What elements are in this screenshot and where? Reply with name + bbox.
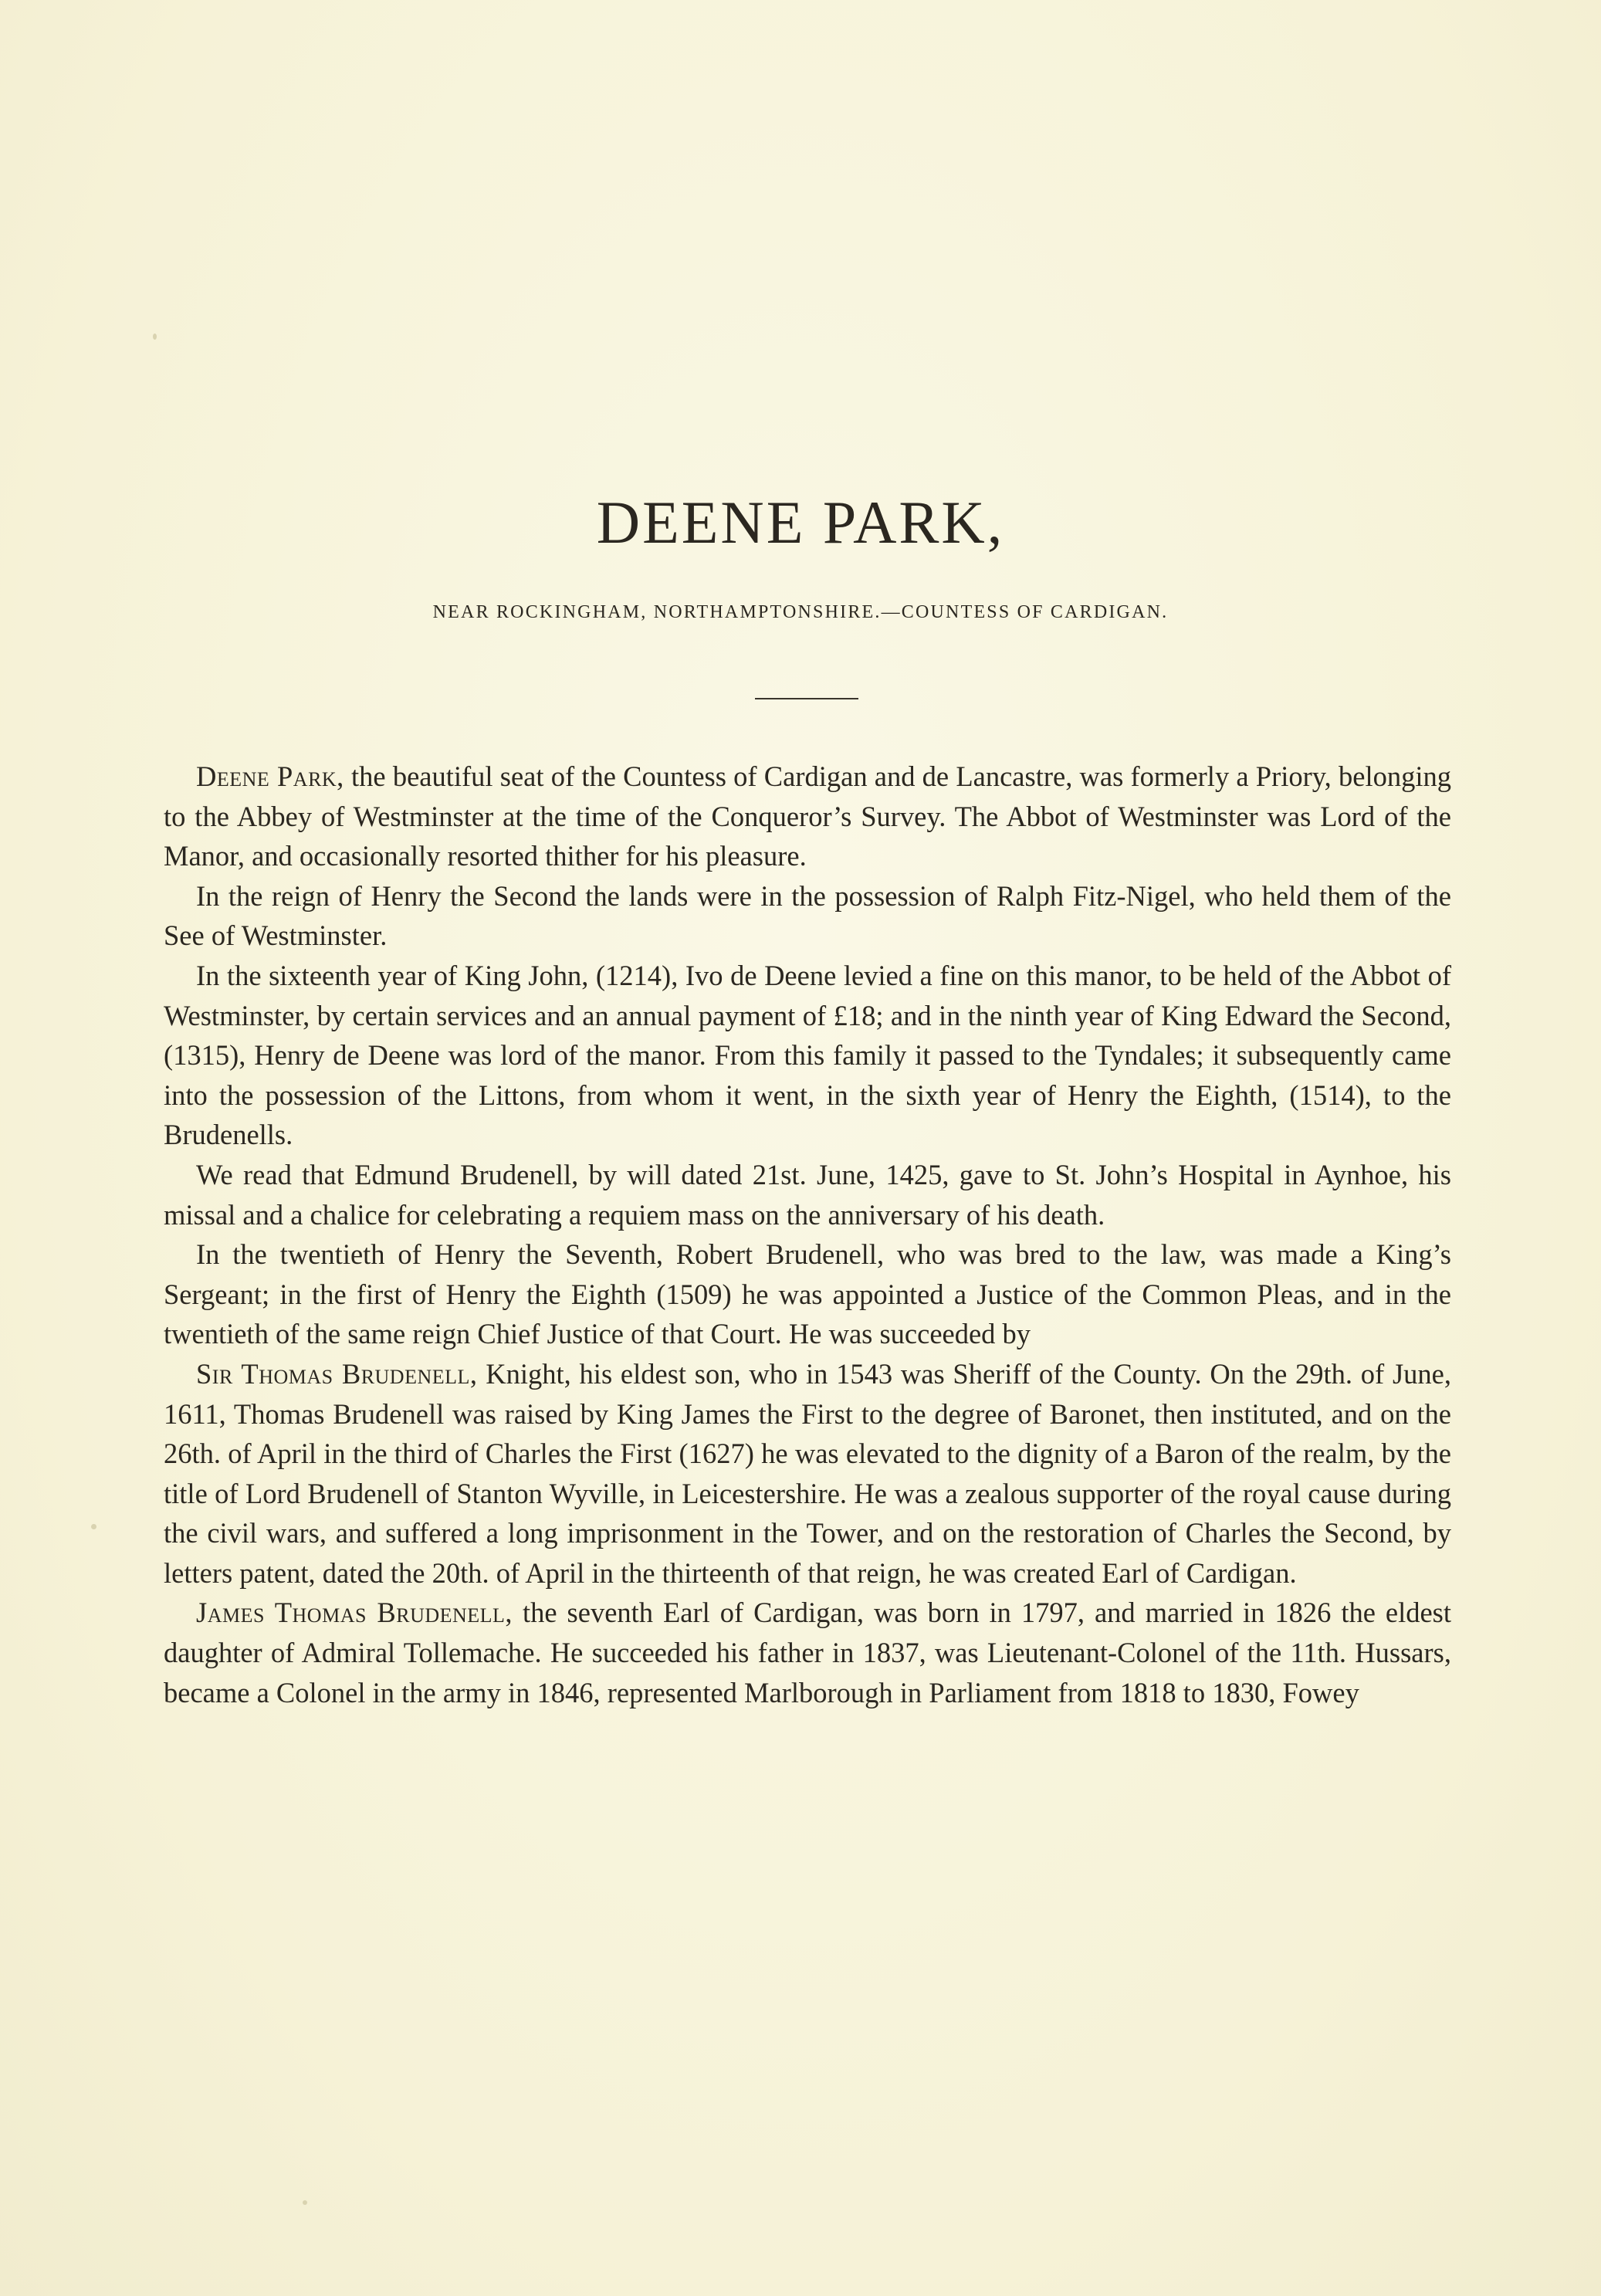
- paragraph: [164, 1155, 1451, 1234]
- paper-speck: [303, 2200, 307, 2205]
- paragraph: [164, 1234, 1451, 1354]
- body-text: [164, 757, 1451, 1712]
- paragraph-text: We read that Edmund Brudenell, by will dated 21st. June, 1425, gave to St. John’s Hospital in Aynhoe, his missal and a chalice for celebrating a requiem mass on the anniversary of his death.: [164, 1158, 1451, 1231]
- paragraph-text: In the sixteenth year of King John, (1214), Ivo de Deene levied a fine on this manor, to be held of the Abbot of Westminster, by certain services and an annual payment of £18; and in the ninth year of King Edward the Second, (1315), Henry de Deene was lord of the manor. From this family it passed to the Tyndales; it subsequently came into the possession of the Littons, from whom it went, in the sixth year of Henry the Eighth, (1514), to the Brudenells.: [164, 959, 1451, 1151]
- paragraph-text: In the twentieth of Henry the Seventh, Robert Brudenell, who was bred to the law, was made a King’s Sergeant; in the first of Henry the Eighth (1509) he was appointed a Justice of the Common Pleas, and in the twentieth of the same reign Chief Justice of that Court. He was succeeded by: [164, 1238, 1451, 1350]
- paragraph: [164, 956, 1451, 1155]
- paragraph-lead: Deene Park,: [196, 760, 344, 792]
- paragraph: [164, 876, 1451, 956]
- paragraph-lead: James Thomas Brudenell,: [196, 1597, 513, 1629]
- page-subtitle: NEAR ROCKINGHAM, NORTHAMPTONSHIRE.—COUNTESS OF CARDIGAN.: [432, 602, 1169, 622]
- paragraph-text: the beautiful seat of the Countess of Cardigan and de Lancastre, was formerly a Priory, belonging to the Abbey of Westminster at the time of the Conqueror’s Survey. The Abbot of Westminster was Lord of the Manor, and occasionally resorted thither for his pleasure.: [164, 760, 1451, 872]
- paragraph-text: In the reign of Henry the Second the lands were in the possession of Ralph Fitz-Nigel, who held them of the See of Westminster.: [164, 879, 1451, 952]
- title-divider: [755, 698, 858, 699]
- paragraph: [164, 1354, 1451, 1593]
- paragraph: [164, 1593, 1451, 1712]
- paragraph-lead: Sir Thomas Brudenell,: [196, 1357, 478, 1390]
- paragraph-text: Knight, his eldest son, who in 1543 was Sheriff of the County. On the 29th. of June, 1611, Thomas Brudenell was raised by King James the First to the degree of Baronet, then instituted, and on the 26th. of April in the third of Charles the First (1627) he was elevated to the dignity of a Baron of the realm, by the title of Lord Brudenell of Stanton Wyville, in Leicestershire. He was a zealous supporter of the royal cause during the civil wars, and suffered a long imprisonment in the Tower, and on the restoration of Charles the Second, by letters patent, dated the 20th. of April in the thirteenth of that reign, he was created Earl of Cardigan.: [164, 1357, 1451, 1589]
- paper-speck: [153, 334, 157, 340]
- paragraph: [164, 757, 1451, 876]
- paragraph-text: the seventh Earl of Cardigan, was born in 1797, and married in 1826 the eldest daughter of Admiral Tollemache. He succeeded his father in 1837, was Lieutenant-Colonel of the 11th. Hussars, became a Colonel in the army in 1846, represented Marlborough in Parliament from 1818 to 1830, Fowey: [164, 1597, 1452, 1708]
- paper-speck: [91, 1524, 96, 1529]
- page-title: DEENE PARK,: [596, 489, 1005, 556]
